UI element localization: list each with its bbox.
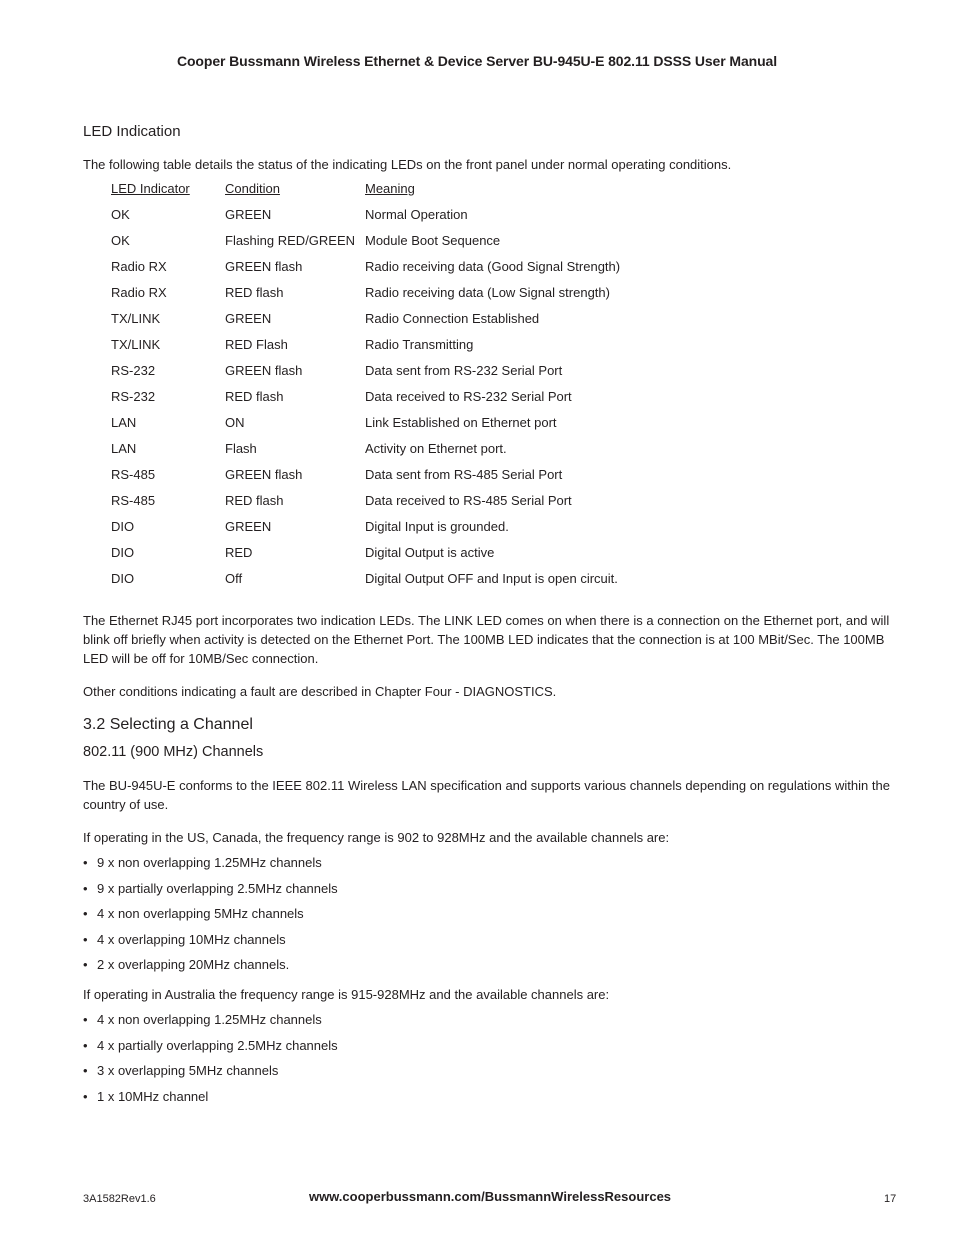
led-intro-paragraph: The following table details the status of the indicating LEDs on the front panel under normal operating conditions. [83,157,732,172]
list-item-text: 4 x overlapping 10MHz channels [97,931,286,947]
condition-cell: RED flash [225,285,284,300]
column-header-led-indicator: LED Indicator [111,181,190,196]
condition-cell: Flashing RED/GREEN [225,233,356,248]
bullet-icon: • [83,1063,88,1079]
bullet-icon: • [83,1037,88,1053]
us-canada-paragraph: If operating in the US, Canada, the frequency range is 902 to 928MHz and the available channels are: [83,830,670,845]
meaning-cell: Data sent from RS-232 Serial Port [365,363,563,378]
list-item [83,1010,893,1036]
meaning-cell: Normal Operation [365,207,468,222]
list-item-text: 1 x 10MHz channel [97,1088,209,1104]
table-row [111,259,665,285]
meaning-cell: Radio Transmitting [365,337,474,352]
meaning-cell: Radio receiving data (Good Signal Strength) [365,259,621,274]
led-indicator-cell: DIO [111,519,135,534]
led-indicator-cell: RS-485 [111,467,156,482]
conformance-paragraph: The BU-945U-E conforms to the IEEE 802.11 Wireless LAN specification and supports various channels depending on regulations within the country of use. [83,778,890,812]
condition-cell: Flash [225,441,257,456]
list-item-text: 4 x partially overlapping 2.5MHz channels [97,1037,338,1053]
list-item-text: 9 x partially overlapping 2.5MHz channels [97,880,338,896]
led-indicator-cell: RS-232 [111,363,156,378]
fault-conditions-paragraph: Other conditions indicating a fault are described in Chapter Four - DIAGNOSTICS. [83,684,557,699]
meaning-cell: Radio receiving data (Low Signal strength) [365,285,610,300]
condition-cell: RED flash [225,389,284,404]
meaning-cell: Radio Connection Established [365,311,540,326]
channels-subheading: 802.11 (900 MHz) Channels [83,744,264,760]
table-row [111,493,665,519]
meaning-cell: Link Established on Ethernet port [365,415,557,430]
condition-cell: RED [225,545,253,560]
australia-paragraph: If operating in Australia the frequency range is 915-928MHz and the available channels are: [83,986,610,1002]
bullet-icon: • [83,1088,88,1104]
table-row [111,337,665,363]
australia-channel-list [83,1010,893,1112]
led-indicator-cell: LAN [111,415,137,430]
meaning-cell: Module Boot Sequence [365,233,501,248]
meaning-cell: Data sent from RS-485 Serial Port [365,467,563,482]
list-item [83,1036,893,1062]
document-code: 3A1582Rev1.6 [83,1193,156,1205]
column-header-condition: Condition [225,181,280,196]
meaning-cell: Data received to RS-485 Serial Port [365,493,572,508]
table-row [111,441,665,467]
condition-cell: RED Flash [225,337,288,352]
condition-cell: GREEN [225,311,272,326]
table-row [111,207,665,233]
list-item [83,955,893,981]
table-row [111,233,665,259]
list-item [83,1087,893,1113]
condition-cell: GREEN [225,519,272,534]
meaning-cell: Data received to RS-232 Serial Port [365,389,572,404]
meaning-cell: Digital Input is grounded. [365,519,509,534]
table-row [111,389,665,415]
led-indicator-cell: LAN [111,441,137,456]
bullet-icon: • [83,855,88,870]
condition-cell: GREEN flash [225,259,303,274]
list-item [83,879,893,905]
table-row [111,363,665,389]
table-row [111,415,665,441]
condition-cell: RED flash [225,493,284,508]
led-indicator-cell: OK [111,233,130,248]
list-item-text: 3 x overlapping 5MHz channels [97,1063,279,1079]
led-indicator-cell: Radio RX [111,285,167,300]
meaning-cell: Digital Output is active [365,545,495,560]
table-row [111,311,665,337]
condition-cell: Off [225,571,243,586]
list-item [83,1061,893,1087]
list-item-text: 2 x overlapping 20MHz channels. [97,957,290,973]
condition-cell: GREEN flash [225,467,303,482]
bullet-icon: • [83,957,88,973]
list-item [83,930,893,956]
meaning-cell: Digital Output OFF and Input is open circuit. [365,571,618,586]
page-number: 17 [884,1193,897,1205]
column-header-meaning: Meaning [365,181,415,196]
led-indicator-cell: TX/LINK [111,337,161,352]
bullet-icon: • [83,906,88,922]
table-header-row [111,181,665,207]
list-item-text: 4 x non overlapping 5MHz channels [97,906,304,922]
led-status-table [111,181,665,597]
led-indicator-cell: TX/LINK [111,311,161,326]
led-indicator-cell: DIO [111,545,135,560]
ethernet-led-paragraph: The Ethernet RJ45 port incorporates two indication LEDs. The LINK LED comes on when there is a connection on the Ethernet port, and will blink off briefly when activity is detected on the Ethernet Port. The 100MB LED indicates that the connection is at 100 MBit/Sec. The 100MB LED will be off for 10MB/Sec connection. [83,613,890,666]
bullet-icon: • [83,1011,88,1027]
led-indicator-cell: RS-485 [111,493,156,508]
led-indicator-cell: DIO [111,571,135,586]
selecting-channel-heading: 3.2 Selecting a Channel [83,716,253,733]
meaning-cell: Activity on Ethernet port. [365,441,507,456]
table-row [111,545,665,571]
us-channel-list [83,853,893,981]
list-item-text: 4 x non overlapping 1.25MHz channels [97,1011,322,1027]
condition-cell: GREEN [225,207,272,222]
bullet-icon: • [83,931,88,947]
footer-website-link[interactable]: www.cooperbussmann.com/BussmannWirelessResources [308,1189,672,1204]
led-indication-heading: LED Indication [83,123,181,140]
table-row [111,467,665,493]
bullet-icon: • [83,880,88,896]
led-indicator-cell: Radio RX [111,259,167,274]
list-item [83,904,893,930]
table-row [111,519,665,545]
page-content [83,122,893,1112]
list-item-text: 9 x non overlapping 1.25MHz channels [97,855,322,870]
table-row [111,571,665,597]
led-indicator-cell: OK [111,207,130,222]
led-table-body [111,207,665,597]
table-row [111,285,665,311]
condition-cell: GREEN flash [225,363,303,378]
condition-cell: ON [225,415,245,430]
list-item [83,853,893,879]
led-indicator-cell: RS-232 [111,389,156,404]
page-header-title: Cooper Bussmann Wireless Ethernet & Device Server BU-945U-E 802.11 DSSS User Manual [176,53,778,69]
